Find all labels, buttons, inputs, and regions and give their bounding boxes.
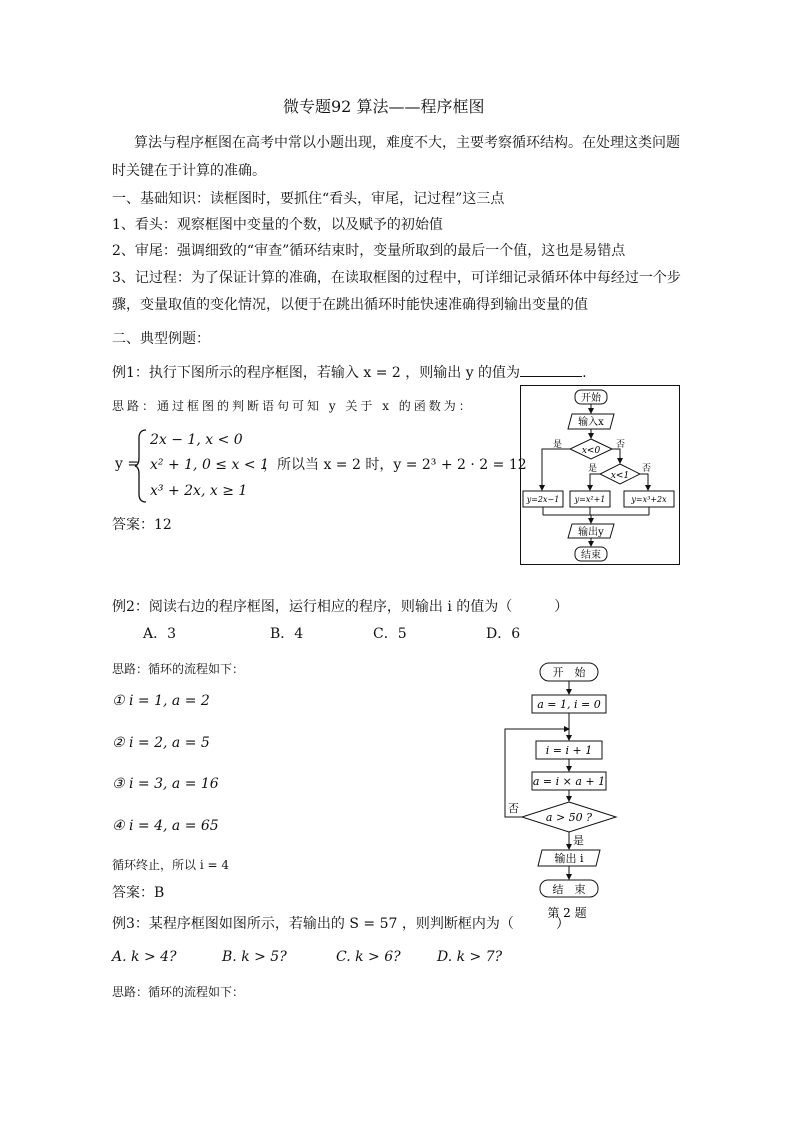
fc2-yes-label: 是	[573, 834, 584, 847]
section1-heading: 一、基础知识：读框图时，要抓住“看头，审尾，记过程”这三点	[112, 191, 505, 207]
ex1-y-equals: y =	[115, 456, 140, 472]
section1-point-3b: 骤，变量取值的变化情况，以便于在跳出循环时能快速准确得到输出变量的值	[112, 297, 588, 313]
ex1-flowchart	[520, 385, 680, 565]
ex3-option-d: D. k > 7?	[437, 949, 503, 965]
fc1-box-3-label: y=x³+2x	[631, 495, 667, 504]
fc1-yes-2: 是	[588, 464, 598, 474]
fc1-box-1-label: y=2x−1	[526, 495, 560, 504]
ex2-step-1: ① i = 1, a = 2	[112, 693, 210, 709]
ex3-question: 例3：某程序框图如图所示，若输出的 S = 57 ，则判断框内为（ ）	[112, 916, 570, 932]
ex1-question-text: 例1：执行下图所示的程序框图，若输入 x = 2 ，则输出 y 的值为	[112, 365, 521, 381]
fc1-no-1: 否	[616, 440, 626, 450]
fc2-no-label: 否	[508, 802, 519, 815]
page-title: 微专题92 算法——程序框图	[283, 97, 485, 116]
fc1-yes-1: 是	[553, 440, 563, 450]
fc2-init-label: a = 1, i = 0	[537, 698, 601, 711]
ex1-question-end: .	[582, 365, 587, 381]
ex1-conclusion: ，所以当 x = 2 时，y = 2³ + 2 · 2 = 12	[263, 457, 527, 473]
ex2-option-b: B．4	[270, 626, 304, 642]
piecewise-brace	[134, 428, 148, 504]
fc1-start-label: 开始	[581, 393, 601, 404]
ex2-option-c: C．5	[373, 626, 407, 642]
ex3-option-a: A. k > 4?	[112, 949, 177, 965]
fc1-cond-1: x<0	[581, 446, 601, 456]
section2-heading: 二、典型例题：	[112, 331, 210, 347]
section1-point-3a: 3、记过程：为了保证计算的准确，在读取框图的过程中，可详细记录循环体中每经过一个步	[112, 270, 681, 286]
fc1-cond-2: x<1	[610, 471, 630, 481]
ex3-option-c: C. k > 6?	[336, 949, 401, 965]
ex3-idea: 思路：循环的流程如下：	[112, 985, 245, 999]
ex2-step-3: ③ i = 3, a = 16	[112, 776, 219, 792]
fc2-start-label: 开 始	[552, 666, 586, 679]
ex2-option-d: D．6	[486, 626, 521, 642]
intro-line-1: 算法与程序框图在高考中常以小题出现，难度不大，主要考察循环结构。在处理这类问题	[134, 135, 680, 151]
fc2-caption: 第 2 题	[547, 906, 587, 920]
fc2-output-label: 输出 i	[554, 852, 584, 865]
ex1-case-3: x³ + 2x, x ≥ 1	[150, 483, 248, 499]
ex2-idea: 思路：循环的流程如下：	[112, 662, 245, 676]
ex2-flowchart	[500, 660, 640, 925]
intro-line-2: 时关键在于计算的准确。	[112, 163, 266, 179]
section1-point-2: 2、审尾：强调细致的“审查”循环结束时，变量所取到的最后一个值，这也是易错点	[112, 243, 626, 259]
section1-point-1: 1、看头：观察框图中变量的个数，以及赋予的初始值	[112, 217, 443, 233]
fc1-output-label: 输出y	[578, 527, 604, 538]
fc2-cond-label: a > 50 ?	[545, 811, 593, 824]
fc2-end-label: 结 束	[552, 883, 586, 896]
ex2-step-4: ④ i = 4, a = 65	[112, 818, 219, 834]
fc2-incr-label: i = i + 1	[545, 744, 593, 757]
ex2-step-2: ② i = 2, a = 5	[112, 735, 210, 751]
ex1-case-2: x² + 1, 0 ≤ x < 1	[150, 457, 269, 473]
ex2-question: 例2：阅读右边的程序框图，运行相应的程序，则输出 i 的值为（ ）	[112, 599, 569, 615]
ex2-option-a: A．3	[143, 626, 177, 642]
ex1-question	[112, 363, 587, 382]
ex2-answer: 答案：B	[112, 885, 165, 901]
fc2-calc-label: a = i × a + 1	[532, 775, 606, 788]
ex1-answer: 答案：12	[112, 517, 172, 533]
ex3-option-b: B. k > 5?	[222, 949, 287, 965]
fc1-no-2: 否	[642, 464, 652, 474]
fc1-end-label: 结束	[581, 550, 601, 561]
answer-blank	[520, 363, 582, 377]
ex1-idea: 思路：通过框图的判断语句可知 y 关于 x 的函数为：	[112, 399, 474, 413]
ex2-end-note: 循环终止，所以 i = 4	[112, 858, 229, 872]
fc1-box-2-label: y=x²+1	[574, 495, 606, 504]
ex1-case-1: 2x − 1, x < 0	[150, 432, 243, 448]
fc1-input-label: 输入x	[578, 417, 604, 428]
